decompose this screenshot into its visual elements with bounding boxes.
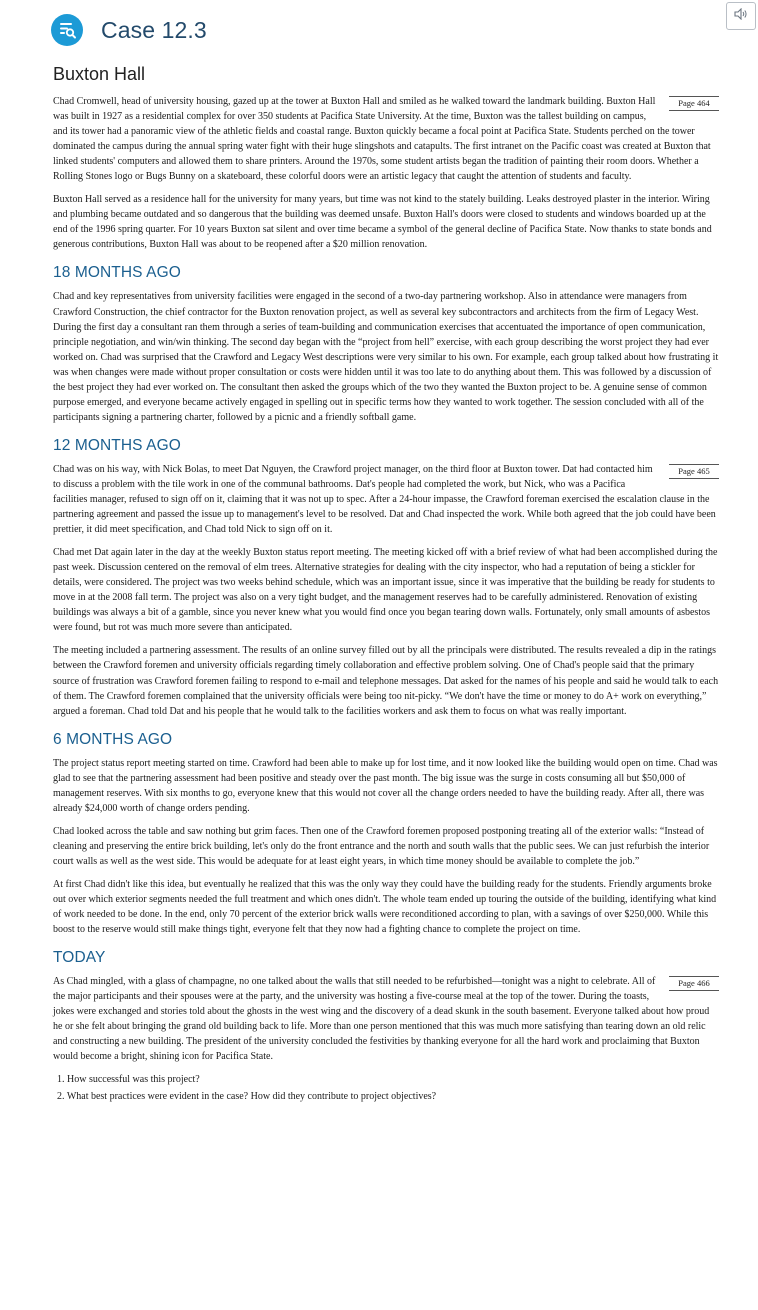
section-paragraph: Page 465 Chad was on his way, with Nick Bolas, to meet Dat Nguyen, the Crawford project manager, on the third floor at Buxton tower. Dat had contacted him to discuss a problem with the tile work in one of the communal bathrooms. Dat's people had completed the work, but Nick, who was a Pacifica facilities manager, refused to sign off on it, claiming that it was not up to spec. After a 24-hour impasse, the Crawford foreman exercised the escalation clause in the partnering agreement and passed the issue up to management's level to be resolved. Dat and Chad inspected the work. While both agreed that the job could have been prettier, it did meet specification, and Chad told Nick to sign off on it.	[53, 462, 719, 537]
case-header	[51, 14, 207, 46]
page-marker: Page 465	[669, 464, 719, 479]
case-title: Case 12.3	[101, 16, 207, 43]
question-item: 2. What best practices were evident in the case? How did they contribute to project objectives?	[57, 1091, 437, 1103]
section-heading-18-months: 18 MONTHS AGO	[53, 264, 181, 282]
case-study-icon	[51, 14, 83, 46]
page-marker: Page 464	[669, 96, 719, 111]
section-paragraph: Chad and key representatives from university facilities were engaged in the second of a two-day partnering workshop. Also in attendance were managers from Crawford Construction, the chief contractor for the Buxton renovation project, as well as several key subcontractors and architects from the firm of Legacy West. During the first day a consultant ran them through a series of team-building and communication exercises that accentuated the importance of open communication, principle negotiation, and win/win thinking. The second day began with the “project from hell” exercise, with each group describing the worst project they had ever worked on. Chad was surprised that the Crawford and Legacy West descriptions were very similar to his own. For example, each group talked about how frustrating it was when changes were made without proper consultation or costs were hidden until it was too late to do anything about them. This was followed by a discussion of the best project they had ever worked on. The consultant then asked the groups which of the two they wanted the Buxton project to be. A genuine sense of common purpose emerged, and everyone became actively engaged in spelling out in specific terms how they wanted to work together. The session concluded with all of the participants signing a partnering charter, followed by a picnic and a friendly softball game.	[53, 291, 719, 423]
question-item: 1. How successful was this project?	[57, 1074, 200, 1086]
section-heading-today: TODAY	[53, 949, 106, 967]
speaker-icon	[734, 7, 748, 25]
section-heading-6-months: 6 MONTHS AGO	[53, 730, 173, 748]
section-paragraph: Page 466 As Chad mingled, with a glass of champagne, no one talked about the walls that still needed to be refurbished—tonight was a night to celebrate. All of the major participants and their spouses were at the party, and the university was hosting a five-course meal at the top of the tower. During the toasts, jokes were exchanged and stories told about the ghosts in the west wing and the discovery of a dead skunk in the south basement. Everyone talked about how proud he or she felt about bringing the grand old building back to life. More than one person mentioned that this was much more satisfying than tearing down an old relic and constructing a new building. The president of the university concluded the festivities by thanking everyone for all the hard work and proclaiming that Buxton would become a bright, shining icon for Pacifica State.	[53, 974, 719, 1064]
section-paragraph: At first Chad didn't like this idea, but eventually he realized that this was the only way they could have the building ready for the students. Friendly arguments broke out over which exterior segments needed the full treatment and which ones didn't. The whole team ended up touring the outside of the building, identifying what kind of work needed to be done. In the end, only 70 percent of the exterior brick walls were reconditioned according to plan, with a savings of over $250,000. While this boost to the reserve would still make things tight, everyone felt that they now had a fighting chance to complete the project on time.	[53, 878, 717, 936]
section-paragraph: The project status report meeting started on time. Crawford had been able to make up for lost time, and it now looked like the building would open on time. Chad was glad to see that the partnering assessment had been positive and steady over the past month. The big issue was the surge in costs consuming all but $50,000 of management reserves. With six months to go, everyone knew that this would not cover all the change orders needed to have the building ready. After all, there was already $24,000 worth of change orders pending.	[53, 757, 718, 814]
intro-paragraph: Buxton Hall served as a residence hall for the university for many years, but time was not kind to the stately building. Leaks destroyed plaster in the interior. Wiring and plumbing became outdated and so dangerous that the building was deemed unsafe. Buxton Hall's doors were closed to students and windows boarded up at the end of the 1996 spring quarter. For 10 years Buxton sat silent and over time became a symbol of the general decline of Pacifica State. Now thanks to state bonds and generous contributions, Buxton Hall was about to be reopened after a $20 million renovation.	[53, 194, 712, 251]
page-marker: Page 466	[669, 976, 719, 991]
intro-paragraph: Page 464 Chad Cromwell, head of university housing, gazed up at the tower at Buxton Hall and smiled as he walked toward the landmark building. Buxton Hall was built in 1927 as a residential complex for over 350 students at Pacifica State University. At the time, Buxton was the tallest building on campus, and its tower had a panoramic view of the athletic fields and coastal range. Buxton quickly became a focal point at Pacifica State. Students perched on the tower dominated the campus during the annual spring water fight with their huge slingshots and catapults. The first intranet on the Pacific coast was created at Buxton that linked students' computers and allowed them to share printers. Around the 1970s, some student artists began the tradition of painting their room doors. Whether a Rolling Stones logo or Bugs Bunny on a skateboard, these colorful doors were an artistic legacy that caught the attention of students and faculty.	[53, 94, 719, 184]
section-paragraph: The meeting included a partnering assessment. The results of an online survey filled out by all the principals were distributed. The results revealed a dip in the ratings between the Crawford foremen and university officials regarding timely collaboration and effective problem solving. One of Chad's people said that the primary source of frustration was Crawford foremen failing to respond to e-mail and telephone messages. Dat asked for the names of his people and said he would talk to each of them. The Crawford foremen complained that the university officials were being too nit-picky. “We don't have the time or money to do A+ work on everything,” argued a foreman. Chad told Dat and his people that he would talk to the facilities workers and ask them to focus on what was really important.	[53, 645, 719, 717]
document-title: Buxton Hall	[53, 64, 146, 84]
section-paragraph: Chad met Dat again later in the day at the weekly Buxton status report meeting. The meeting kicked off with a brief review of what had been accomplished during the past week. Discussion centered on the removal of elm trees. Alternative strategies for dealing with the city inspector, who had a reputation of being a stickler for details, were considered. The project was two weeks behind schedule, which was an important issue, since it was imperative that the building be ready for students to move in at the 2008 fall term. The project was also on a very tight budget, and the management reserves had to be carefully administered. Renovation of existing buildings was always a bit of a gamble, since you never knew what you would find once you began tearing down walls. Fortunately, only small amounts of asbestos were found, but rot was much more severe than anticipated.	[53, 547, 718, 634]
section-paragraph: Chad looked across the table and saw nothing but grim faces. Then one of the Crawford foremen proposed postponing treating all of the exterior walls: “Instead of cleaning and preserving the entire brick building, let's only do the front entrance and the north and south walls that the public sees. We can just refurbish the interior court walls as well as the west side. This would be adequate for at least eight years, in which time money should be available to complete the job.”	[53, 825, 710, 867]
audio-button[interactable]	[726, 2, 756, 30]
section-heading-12-months: 12 MONTHS AGO	[53, 436, 181, 454]
discussion-questions	[57, 1072, 719, 1104]
case-content	[53, 64, 719, 1106]
